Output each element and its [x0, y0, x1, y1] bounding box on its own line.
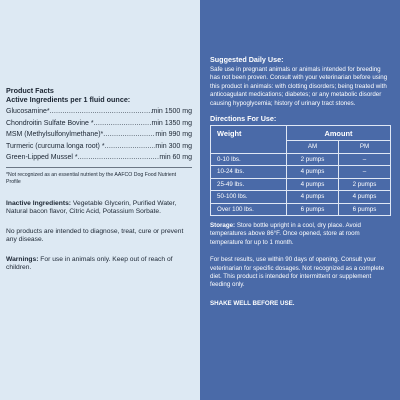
ingredient-amount: min 300 mg [155, 142, 192, 150]
ingredient-amount: min 1500 mg [151, 108, 192, 115]
ingredient-name: MSM (Methylsulfonylmethane)* [6, 131, 104, 138]
pm-cell: – [338, 166, 390, 179]
weight-cell: Over 100 lbs. [211, 203, 287, 216]
ingredient-name: Glucosamine* [6, 108, 50, 115]
table-row [211, 166, 391, 179]
shake-well-notice: SHAKE WELL BEFORE USE. [210, 299, 295, 307]
warnings [6, 256, 192, 273]
pm-cell: – [338, 153, 390, 166]
storage-body: Store bottle upright in a cool, dry place. Avoid temperatures above 86°F. Once opened, store at room temperature for up to 1 month. [210, 222, 361, 246]
ingredient-name: Chondroitin Sulfate Bovine * [6, 119, 94, 127]
amount-header: Amount [286, 126, 390, 141]
disclaimer: No products are intended to diagnose, treat, cure or prevent any disease. [6, 227, 184, 244]
ingredient-row [6, 118, 192, 130]
pm-cell: 4 pumps [338, 191, 390, 204]
leader-dots [103, 129, 155, 141]
warnings-text: For use in animals only. Keep out of reach of children. [6, 255, 173, 272]
aafco-footnote: *Not recognized as an essential nutrient by the AAFCO Dog Food Nutrient Profile [6, 171, 177, 185]
inactive-label: Inactive Ingredients: [6, 199, 72, 207]
table-row [211, 153, 391, 166]
ingredient-amount: min 1350 mg [151, 119, 192, 127]
best-results-text: For best results, use within 90 days of opening. Consult your veterinarian for specific dosages. Not recognized as a complete diet. This product is intended for intermittent or supplement feeding only. [210, 256, 385, 289]
ingredient-row [6, 141, 192, 153]
table-row [211, 203, 391, 216]
pm-cell: 6 pumps [338, 203, 390, 216]
inactive-text: Vegetable Glycerin, Purified Water, Natural bacon flavor, Citric Acid, Potassium Sorbate. [6, 199, 177, 216]
directions-table [210, 125, 391, 216]
ingredient-row [6, 129, 192, 141]
table-row [211, 191, 391, 204]
storage-text [210, 222, 392, 247]
weight-cell: 50-100 lbs. [211, 191, 287, 204]
ingredient-name: Green-Lipped Mussel * [6, 154, 78, 161]
table-row [211, 178, 391, 191]
weight-cell: 0-10 lbs. [211, 153, 287, 166]
leader-dots [94, 118, 152, 130]
pm-cell: 2 pumps [338, 178, 390, 191]
ingredient-name: Turmeric (curcuma longa root) * [6, 142, 105, 150]
divider [6, 167, 192, 168]
ingredient-row [6, 106, 192, 118]
inactive-ingredients [6, 200, 192, 217]
weight-cell: 25-49 lbs. [211, 178, 287, 191]
right-panel [200, 0, 400, 400]
ingredient-row [6, 152, 192, 164]
leader-dots [105, 141, 156, 153]
pm-header: PM [338, 141, 390, 154]
directions-heading: Directions For Use: [210, 114, 277, 124]
ingredient-amount: min 990 mg [155, 131, 192, 138]
product-facts-heading: Product Facts [6, 86, 54, 95]
warnings-label: Warnings: [6, 255, 39, 263]
ingredient-amount: min 60 mg [159, 154, 192, 161]
storage-label: Storage: [210, 222, 236, 230]
weight-header: Weight [211, 126, 287, 154]
am-cell: 4 pumps [286, 166, 338, 179]
am-cell: 4 pumps [286, 178, 338, 191]
suggested-use-text: Safe use in pregnant animals or animals intended for breeding has not been proven. Consult with your veterinarian before using this product in animals: with clotting disorders; being treated with anticoagulant medications; diabetes; or any metabolic disorder causing hypoglycemia; history of urinary tract stones. [210, 66, 388, 107]
ingredient-list [6, 106, 192, 164]
am-cell: 2 pumps [286, 153, 338, 166]
am-cell: 6 pumps [286, 203, 338, 216]
leader-dots [78, 152, 160, 164]
suggested-use-heading: Suggested Daily Use: [210, 55, 284, 64]
weight-cell: 10-24 lbs. [211, 166, 287, 179]
am-header: AM [286, 141, 338, 154]
active-ingredients-heading: Active Ingredients per 1 fluid ounce: [6, 95, 131, 104]
am-cell: 4 pumps [286, 191, 338, 204]
leader-dots [50, 106, 152, 118]
